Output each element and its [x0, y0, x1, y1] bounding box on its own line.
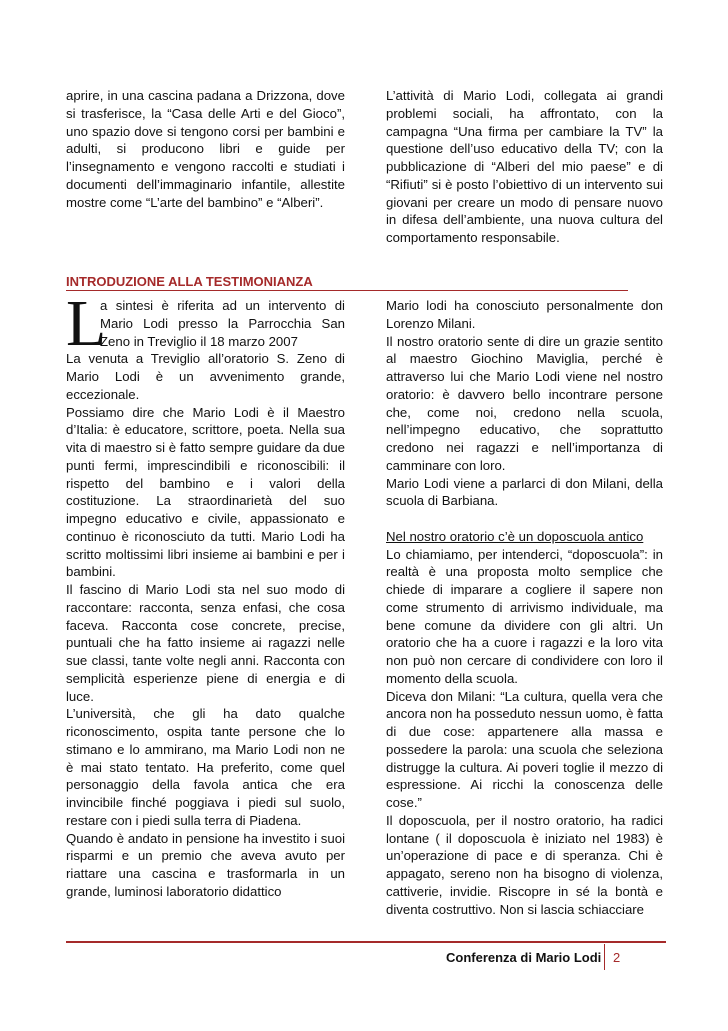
right-paragraph: Il doposcuola, per il nostro oratorio, ha radici lontane ( il doposcuola è iniziato nel 1983) è un’operazione di pace e di speranza. Chi è appagato, sereno non ha bisogno di violenza, cattiverie, invidie. Riscopre in sé la bontà e diventa costruttivo. Non si lascia schiacciare [386, 812, 663, 917]
left-paragraph: La venuta a Treviglio all’oratorio S. Zeno di Mario Lodi è un avvenimento grande, eccezionale. [66, 351, 345, 402]
top-right-paragraph: L’attività di Mario Lodi, collegata ai grandi problemi sociali, ha affrontato, con la campagna “Una firma per cambiare la TV” la questione dell’uso educativo della TV; con la pubblicazione di “Alberi del mio paese” e di “Rifiuti” si è posto l’obiettivo di un intervento sui giovani per creare un modo di pensare nuovo in difesa dell’ambiente, una nuova cultura del comportamento responsabile. [386, 88, 663, 245]
right-paragraph: Il nostro oratorio sente di dire un grazie sentito al maestro Giochino Maviglia, perché è attraverso lui che Mario Lodi viene nel nostro oratorio: è davvero bello incontrare persone che, come noi, credono nella scuola, nell’impegno educativo, che soprattutto credono nei ragazzi e nell’importanza di camminare con loro. [386, 333, 663, 473]
intro-paragraph: a sintesi è riferita ad un intervento di Mario Lodi presso la Parrocchia San Zeno in Treviglio il 18 marzo 2007 [100, 298, 345, 349]
intro-block [66, 287, 345, 360]
subheading: Nel nostro oratorio c’è un doposcuola antico [386, 528, 644, 544]
left-paragraph: Possiamo dire che Mario Lodi è il Maestro d’Italia: è educatore, scrittore, poeta. Nella sua vita di maestro si è fatto sempre guidare da due punti fermi, imprescindibili e riconoscibili: il rispetto del bambino e i valori della costituzione. La straordinarietà del suo impegno educativo e civile, appassionato e continuo è riconosciuto da tutti. Mario Lodi ha scritto moltissimi libri insieme ai bambini e per i bambini. [66, 404, 345, 580]
section-heading: INTRODUZIONE ALLA TESTIMONIANZA [66, 274, 628, 291]
right-paragraph: Mario Lodi viene a parlarci di don Milani, della scuola di Barbiana. [386, 475, 663, 509]
footer-separator [604, 944, 605, 970]
right-column [386, 297, 663, 918]
left-paragraph: L’università, che gli ha dato qualche riconoscimento, ospita tante persone che lo stimano e lo ammirano, ma Mario Lodi non ne è mai stato tentato. Ha preferito, come quel personaggio della favola antica che era invincibile finché poggiava i piedi sul suolo, restare con i piedi sulla terra di Piadena. [66, 706, 345, 828]
page-number: 2 [613, 950, 621, 965]
paragraph-gap [386, 510, 663, 528]
footer-rule [66, 941, 666, 943]
right-paragraph: Mario lodi ha conosciuto personalmente don Lorenzo Milani. [386, 298, 663, 331]
drop-cap: L [66, 287, 107, 360]
left-paragraph: Quando è andato in pensione ha investito i suoi risparmi e un premio che aveva avuto per riattare una cascina e trasformarla in un grande, luminosi laboratorio didattico [66, 830, 345, 899]
right-paragraph: Diceva don Milani: “La cultura, quella vera che ancora non ha posseduto nessun uomo, è fatta di due cose: appartenere alla massa e possedere la parola: una scuola che seleziona distrugge la cultura. Ai poveri toglie il mezzo di espressione. Ai ricchi la conoscenza delle cose.” [386, 688, 663, 810]
left-column [66, 287, 345, 901]
footer-title: Conferenza di Mario Lodi [446, 950, 602, 965]
left-paragraph: Il fascino di Mario Lodi sta nel suo modo di raccontare: racconta, senza enfasi, che cosa faceva. Racconta cose concrete, precise, puntuali che ha fatto insieme ai ragazzi nelle sue classi, tante volte negli anni. Racconta con semplicità esperienze piene di energia e di luce. [66, 582, 345, 704]
right-paragraph: Lo chiamiamo, per intenderci, “doposcuola”: in realtà è una proposta molto semplice che chiede di imparare a cogliere il sapere non come strumento di arrivismo individuale, ma bene comune da dividere con gli altri. Un oratorio che ha a cuore i ragazzi e la loro vita non può non cercare di condividere con loro il momento della scuola. [386, 546, 663, 686]
top-left-paragraph: aprire, in una cascina padana a Drizzona, dove si trasferisce, la “Casa delle Arti e del Gioco”, uno spazio dove si tengono corsi per bambini e adulti, si producono libri e guide per l’insegnamento e vengono raccolti e studiati i documenti dell’immaginario infantile, allestite mostre come “L’arte del bambino” e “Alberi”. [66, 88, 345, 210]
top-right-column [386, 87, 663, 247]
top-left-column [66, 87, 345, 211]
